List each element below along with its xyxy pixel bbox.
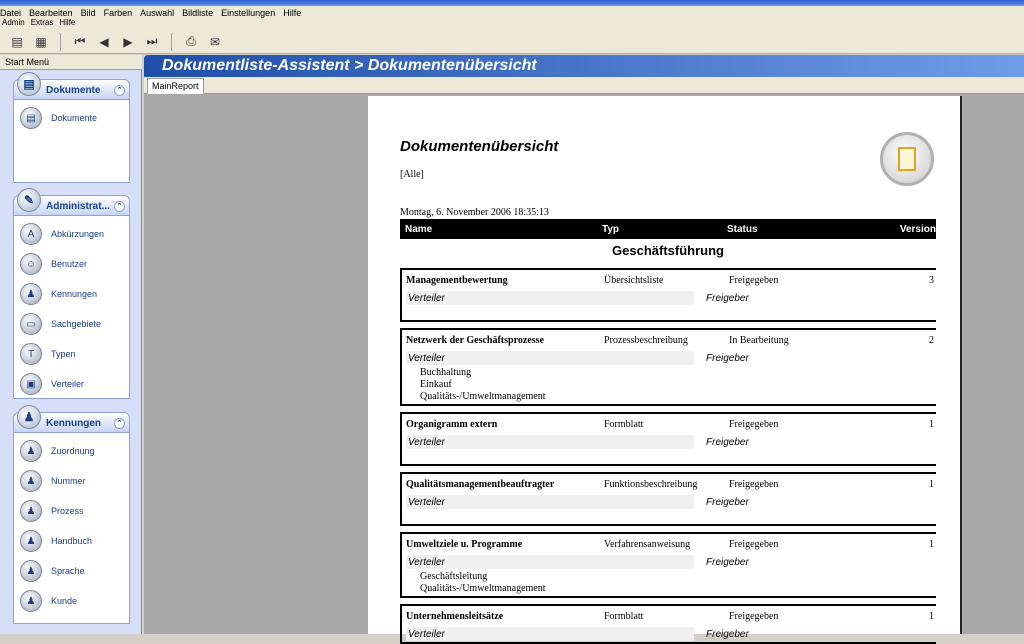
report-date: Montag, 6. November 2006 18:35:13 [400, 207, 549, 218]
verteiler-label: Verteiler [408, 293, 445, 304]
column-header-bar [400, 219, 936, 239]
document-version: 3 [929, 275, 934, 286]
sidebar-item-label: Handbuch [51, 536, 93, 546]
sidebar-item-label: Prozess [51, 506, 84, 516]
menu-item[interactable]: Datei [0, 8, 22, 18]
verteiler-label: Verteiler [408, 497, 445, 508]
document-icon: ▤ [20, 107, 42, 129]
document-version: 1 [929, 419, 934, 430]
document-version: 1 [929, 479, 934, 490]
menu-item[interactable]: Extras [30, 18, 54, 27]
menu-bar [0, 6, 1024, 30]
document-status: In Bearbeitung [729, 335, 789, 346]
column-typ: Typ [602, 224, 620, 235]
sidebar-item[interactable] [14, 219, 129, 249]
document-name: Managementbewertung [406, 275, 508, 286]
document-status: Freigegeben [729, 419, 779, 430]
freigeber-label: Freigeber [706, 497, 749, 508]
sidebar-item[interactable] [14, 586, 129, 616]
row-band [406, 291, 694, 305]
panel-group-header[interactable] [14, 193, 129, 216]
sidebar-item-label: Sachgebiete [51, 319, 102, 329]
verteiler-label: Verteiler [408, 557, 445, 568]
sidebar-item[interactable] [14, 466, 129, 496]
stamp-icon: ♟ [20, 530, 42, 552]
document-type: Prozessbeschreibung [604, 335, 688, 346]
abbreviation-icon: A [20, 223, 42, 245]
stamp-icon: ♟ [20, 560, 42, 582]
sidebar-item-label: Kunde [51, 596, 78, 606]
menu-item[interactable]: Einstellungen [221, 8, 276, 18]
start-menu-panel [0, 55, 142, 634]
document-name: Qualitätsmanagementbeauftragter [406, 479, 555, 490]
first-page-icon[interactable]: ⏮ [74, 34, 86, 48]
sidebar-item[interactable] [14, 103, 129, 133]
row-band [406, 555, 694, 569]
sidebar-item[interactable] [14, 279, 129, 309]
wrench-icon: ✎ [17, 188, 41, 212]
document-type: Übersichtsliste [604, 275, 664, 286]
menu-item[interactable]: Bearbeiten [29, 8, 73, 18]
panel-group [13, 195, 130, 399]
sidebar-item-label: Sprache [51, 566, 85, 576]
verteiler-label: Verteiler [408, 353, 445, 364]
column-version: Version [899, 224, 936, 235]
toolbar-separator [171, 33, 172, 51]
row-band [406, 351, 694, 365]
stamp-icon: ♟ [17, 405, 41, 429]
distribution-entry: Qualitäts-/Umweltmanagement [420, 391, 546, 402]
document-icon: ▤ [17, 72, 41, 96]
document-name: Unternehmensleitsätze [406, 611, 504, 622]
report-title: Dokumentenübersicht [400, 138, 559, 155]
freigeber-label: Freigeber [706, 557, 749, 568]
panel-group-header[interactable] [14, 77, 129, 100]
panel-group [13, 412, 130, 624]
folder-icon: ▭ [20, 313, 42, 335]
toolbar [0, 30, 1024, 54]
column-status: Status [727, 224, 758, 235]
sidebar-item-label: Verteiler [51, 379, 85, 389]
collapse-chevron-icon[interactable]: ⌃ [114, 201, 125, 212]
panel-group-title: Kennungen [46, 418, 101, 429]
table-row [400, 328, 936, 406]
stamp-icon: ♟ [20, 440, 42, 462]
sidebar-item[interactable] [14, 369, 129, 399]
verteiler-label: Verteiler [408, 437, 445, 448]
menu-item[interactable]: Bild [80, 8, 96, 18]
menu-item[interactable]: Auswahl [140, 8, 175, 18]
tab-mainreport[interactable]: MainReport [147, 78, 204, 94]
stamp-icon: ♟ [20, 500, 42, 522]
document-version: 1 [929, 611, 934, 622]
row-band [406, 435, 694, 449]
sidebar-item[interactable] [14, 339, 129, 369]
sidebar-item-label: Nummer [51, 476, 86, 486]
type-icon: T [20, 343, 42, 365]
document-type: Formblatt [604, 611, 644, 622]
document-status: Freigegeben [729, 611, 779, 622]
document-type: Funktionsbeschreibung [604, 479, 698, 490]
sidebar-item[interactable] [14, 496, 129, 526]
freigeber-label: Freigeber [706, 353, 749, 364]
sidebar-item-label: Dokumente [51, 113, 98, 123]
distribution-entry: Einkauf [420, 379, 452, 390]
sidebar-item-label: Typen [51, 349, 76, 359]
section-title: Geschäftsführung [612, 243, 724, 258]
distribution-entry: Geschäftsleitung [420, 571, 488, 582]
panel-group-header[interactable] [14, 410, 129, 433]
freigeber-label: Freigeber [706, 437, 749, 448]
tab-strip [144, 77, 1024, 94]
report-page [368, 96, 962, 640]
last-page-icon[interactable]: ⏭ [146, 34, 158, 48]
distribution-icon: ▣ [20, 373, 42, 395]
document-type: Formblatt [604, 419, 644, 430]
document-version: 1 [929, 539, 934, 550]
next-page-icon[interactable]: ▶ [123, 34, 133, 49]
report-filter: [Alle] [400, 169, 424, 180]
row-band [406, 495, 694, 509]
stamp-icon: ♟ [20, 590, 42, 612]
open-folder-icon[interactable]: ▦ [35, 34, 47, 49]
menu-row-secondary [2, 18, 75, 28]
distribution-entry: Qualitäts-/Umweltmanagement [420, 583, 546, 594]
table-row [400, 268, 936, 322]
row-band [406, 627, 694, 641]
menu-item[interactable]: Admin [2, 18, 25, 27]
table-row [400, 412, 936, 466]
document-version: 2 [929, 335, 934, 346]
column-name: Name [405, 224, 433, 235]
menu-item[interactable]: Hilfe [59, 18, 76, 27]
distribution-entry: Buchhaltung [420, 367, 472, 378]
previous-page-icon[interactable]: ◀ [99, 34, 109, 49]
stamp-icon: ♟ [20, 470, 42, 492]
sidebar-item[interactable] [14, 556, 129, 586]
sidebar-item[interactable] [14, 309, 129, 339]
freigeber-label: Freigeber [706, 293, 749, 304]
sidebar-item[interactable] [14, 249, 129, 279]
table-row [400, 604, 936, 644]
menu-item[interactable]: Bildliste [182, 8, 214, 18]
freigeber-label: Freigeber [706, 629, 749, 640]
print-icon[interactable]: ⎙ [186, 34, 196, 48]
new-document-icon[interactable]: ▤ [11, 34, 23, 49]
sidebar-item[interactable] [14, 436, 129, 466]
verteiler-label: Verteiler [408, 629, 445, 640]
stamp-icon: ♟ [20, 283, 42, 305]
menu-item[interactable]: Hilfe [283, 8, 302, 18]
sidebar-item-label: Benutzer [51, 259, 88, 269]
sidebar-item-label: Kennungen [51, 289, 98, 299]
panel-group [13, 79, 130, 183]
document-name: Organigramm extern [406, 419, 498, 430]
sidebar-item[interactable] [14, 526, 129, 556]
panel-group-title: Dokumente [46, 85, 101, 96]
document-status: Freigegeben [729, 275, 779, 286]
user-icon: ☺ [20, 253, 42, 275]
collapse-chevron-icon[interactable]: ⌃ [114, 85, 125, 96]
page-title: Dokumentliste-Assistent > Dokumentenübersicht [144, 55, 1024, 77]
table-row [400, 532, 936, 598]
document-name: Netzwerk der Geschäftsprozesse [406, 335, 544, 346]
sidebar-item-label: Abkürzungen [51, 229, 105, 239]
document-logo-icon [880, 132, 934, 186]
table-row [400, 472, 936, 526]
document-status: Freigegeben [729, 479, 779, 490]
email-icon[interactable]: ✉ [209, 34, 221, 49]
start-menu-label: Start Menü [0, 55, 142, 70]
document-status: Freigegeben [729, 539, 779, 550]
sidebar-item-label: Zuordnung [51, 446, 95, 456]
panel-group-title: Administrat... [46, 201, 110, 212]
menu-item[interactable]: Farben [103, 8, 133, 18]
document-name: Umweltziele u. Programme [406, 539, 523, 550]
toolbar-separator [60, 33, 61, 51]
collapse-chevron-icon[interactable]: ⌃ [114, 418, 125, 429]
document-type: Verfahrensanweisung [604, 539, 691, 550]
